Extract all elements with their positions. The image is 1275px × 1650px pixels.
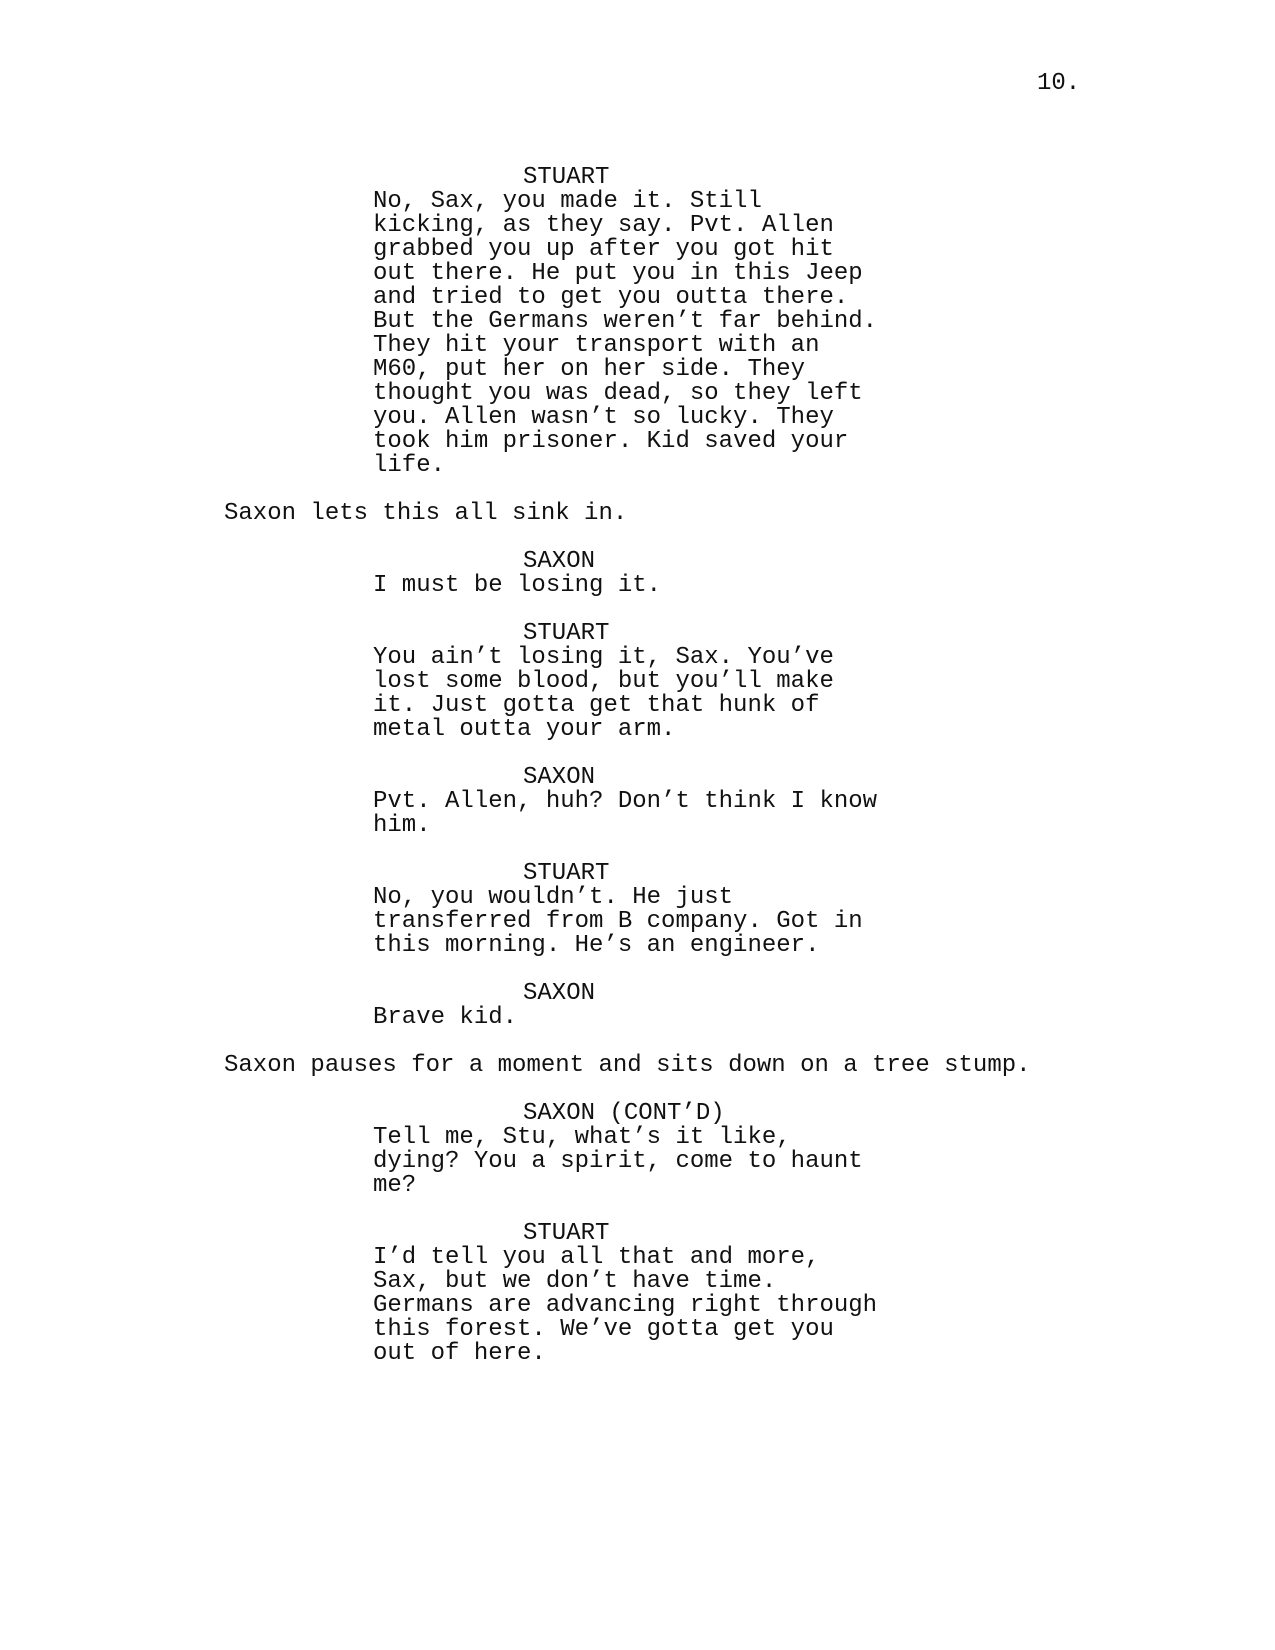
dialogue-line: this morning. He’s an engineer.: [373, 932, 820, 959]
character-name: SAXON (CONT’D): [523, 1100, 725, 1127]
character-name: SAXON: [523, 764, 596, 791]
dialogue-line: and tried to get you outta there.: [373, 284, 849, 311]
dialogue-line: No, Sax, you made it. Still: [373, 188, 762, 215]
dialogue-line: I must be losing it.: [373, 572, 662, 599]
dialogue-line: They hit your transport with an: [373, 332, 820, 359]
dialogue-line: Pvt. Allen, huh? Don’t think I know: [373, 788, 878, 815]
character-name: SAXON: [523, 548, 596, 575]
dialogue-line: took him prisoner. Kid saved your: [373, 428, 849, 455]
dialogue-line: M60, put her on her side. They: [373, 356, 806, 383]
dialogue-line: you. Allen wasn’t so lucky. They: [373, 404, 834, 431]
character-name: STUART: [523, 620, 610, 647]
dialogue-line: I’d tell you all that and more,: [373, 1244, 820, 1271]
dialogue-line: out there. He put you in this Jeep: [373, 260, 863, 287]
dialogue-line: thought you was dead, so they left: [373, 380, 863, 407]
dialogue-line: dying? You a spirit, come to haunt: [373, 1148, 863, 1175]
dialogue-line: metal outta your arm.: [373, 716, 676, 743]
character-name: SAXON: [523, 980, 596, 1007]
dialogue-line: kicking, as they say. Pvt. Allen: [373, 212, 834, 239]
dialogue-line: him.: [373, 812, 431, 839]
dialogue-line: No, you wouldn’t. He just: [373, 884, 734, 911]
action-line: Saxon pauses for a moment and sits down on a tree stump.: [224, 1052, 1031, 1079]
dialogue-line: Sax, but we don’t have time.: [373, 1268, 777, 1295]
dialogue-line: grabbed you up after you got hit: [373, 236, 834, 263]
action-line: Saxon lets this all sink in.: [224, 500, 628, 527]
dialogue-line: life.: [373, 452, 446, 479]
dialogue-line: Brave kid.: [373, 1004, 518, 1031]
dialogue-line: Germans are advancing right through: [373, 1292, 878, 1319]
dialogue-line: But the Germans weren’t far behind.: [373, 308, 878, 335]
dialogue-line: this forest. We’ve gotta get you: [373, 1316, 834, 1343]
dialogue-line: Tell me, Stu, what’s it like,: [373, 1124, 791, 1151]
dialogue-line: lost some blood, but you’ll make: [373, 668, 834, 695]
character-name: STUART: [523, 164, 610, 191]
page-number: 10.: [1037, 70, 1081, 97]
dialogue-line: me?: [373, 1172, 417, 1199]
dialogue-line: You ain’t losing it, Sax. You’ve: [373, 644, 834, 671]
character-name: STUART: [523, 860, 610, 887]
dialogue-line: transferred from B company. Got in: [373, 908, 863, 935]
dialogue-line: out of here.: [373, 1340, 546, 1367]
character-name: STUART: [523, 1220, 610, 1247]
dialogue-line: it. Just gotta get that hunk of: [373, 692, 820, 719]
